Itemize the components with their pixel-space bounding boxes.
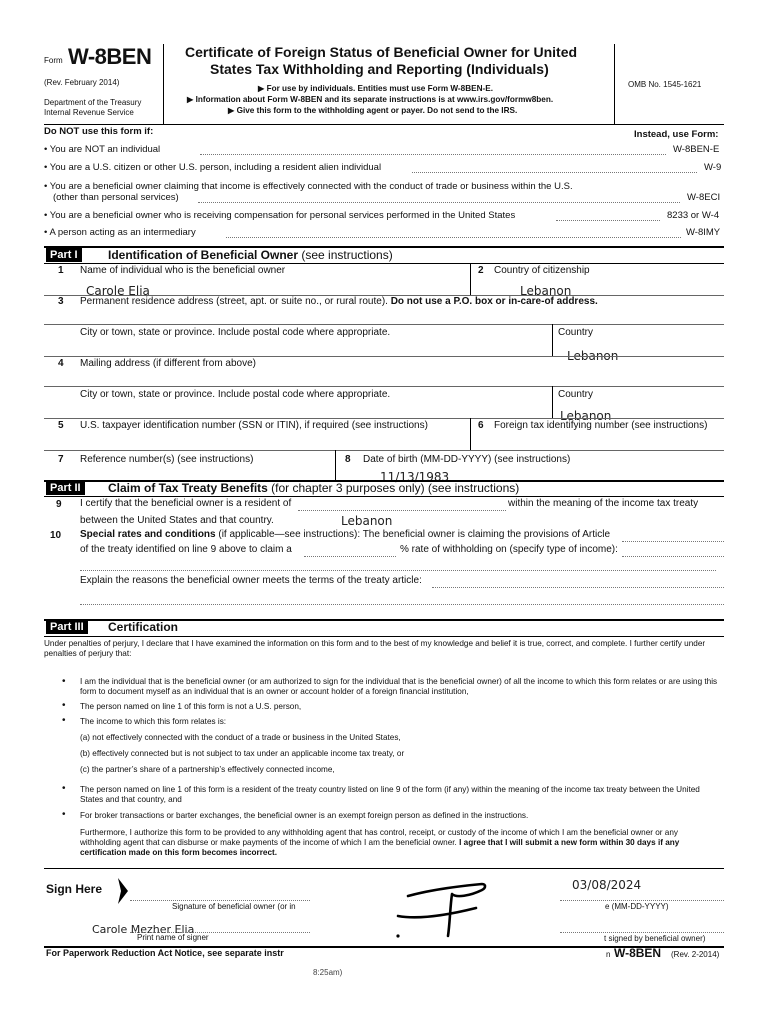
certification-item: The income to which this form relates is: (80, 717, 227, 726)
mailing-country-field[interactable]: Lebanon (560, 409, 612, 423)
line9-text-end: between the United States and that country. (80, 515, 274, 526)
signer-name-caption: Print name of signer (137, 933, 209, 942)
service-line: Internal Revenue Service (44, 108, 134, 117)
exclusion-row: • You are a U.S. citizen or other U.S. person, including a resident alien individual (44, 162, 382, 173)
bullet: • (62, 783, 66, 794)
line-number: 1 (58, 265, 64, 276)
part3-title: Certification (108, 620, 179, 634)
line-number: 10 (50, 530, 62, 541)
subtitle-entities: ▶ For use by individuals. Entities must use Form W-8BEN-E. (258, 84, 493, 93)
line-number: 8 (345, 454, 351, 465)
exclusion-row: • You are NOT an individual (44, 144, 161, 155)
line10-explain: Explain the reasons the beneficial owner meets the terms of the treaty article: (80, 575, 422, 586)
form-number: W-8BEN (68, 44, 152, 69)
city-label: City or town, state or province. Include postal code where appropriate. (80, 389, 391, 400)
exclusion-row-cont: (other than personal services) (53, 192, 179, 203)
line2-label: Country of citizenship (494, 265, 590, 276)
certification-subitem: (b) effectively connected but is not subject to tax under an applicable income tax treaty, or (80, 749, 405, 758)
sign-here-label: Sign Here (46, 882, 103, 896)
part2-tag: Part II (46, 481, 85, 495)
do-not-use-heading: Do NOT use this form if: (44, 126, 154, 137)
footer-form-number: W-8BEN (614, 946, 662, 960)
footer-revision: (Rev. 2-2014) (671, 950, 720, 959)
line8-label: Date of birth (MM-DD-YYYY) (see instructions) (363, 454, 571, 465)
line-number: 9 (56, 499, 62, 510)
city-label: City or town, state or province. Include postal code where appropriate. (80, 327, 391, 338)
bullet: • (62, 715, 66, 726)
residence-country-field[interactable]: Lebanon (567, 349, 619, 363)
signature-caption: Signature of beneficial owner (or in (172, 902, 296, 911)
line-number: 5 (58, 420, 64, 431)
certification-item: For broker transactions or barter exchanges, the beneficial owner is an exempt foreign person as defined in the instructions. (80, 811, 529, 820)
part2-title: Claim of Tax Treaty Benefits (for chapter 3 purposes only) (see instructions) (108, 481, 520, 495)
paperwork-notice: For Paperwork Reduction Act Notice, see separate instr (46, 948, 284, 958)
date-caption: e (MM-DD-YYYY) (605, 902, 669, 911)
bullet: • (62, 809, 66, 820)
instead-use-heading: Instead, use Form: (634, 129, 719, 140)
certification-subitem: (a) not effectively connected with the conduct of a trade or business in the United States, (80, 733, 401, 742)
form-label: Form (44, 56, 63, 65)
line10-text-end: % rate of withholding on (specify type of income): (400, 544, 618, 555)
footer-prefix: n (606, 950, 611, 959)
line10-text-cont: of the treaty identified on line 9 above to claim a (80, 544, 292, 555)
bullet: • (62, 700, 66, 711)
line6-label: Foreign tax identifying number (see instructions) (494, 420, 708, 431)
alt-form: W-8BEN-E (673, 144, 720, 155)
form-title-line2: States Tax Withholding and Reporting (Individuals) (210, 61, 549, 77)
exclusion-row: • You are a beneficial owner who is receiving compensation for personal services performed in the United States (44, 210, 516, 221)
line1-label: Name of individual who is the beneficial owner (80, 265, 286, 276)
line-number: 2 (478, 265, 484, 276)
part1-tag: Part I (46, 248, 82, 262)
certification-item: I am the individual that is the beneficial owner (or am authorized to sign for the individual that is the beneficial owner) of all the income to which this form relates or are using this form to document myself as an individual that is an owner or account holder of a foreign financial institution, (80, 677, 718, 696)
part3-tag: Part III (46, 620, 88, 634)
treaty-country-field[interactable]: Lebanon (341, 514, 393, 528)
line7-label: Reference number(s) (see instructions) (80, 454, 254, 465)
revision-date: (Rev. February 2014) (44, 78, 120, 87)
sign-arrow-icon (116, 876, 130, 906)
line-number: 7 (58, 454, 64, 465)
line-number: 3 (58, 296, 64, 307)
line-number: 4 (58, 358, 64, 369)
line4-label: Mailing address (if different from above) (80, 358, 257, 369)
time-stamp: 8:25am) (313, 968, 343, 977)
line3-label: Permanent residence address (street, apt. or suite no., or rural route). Do not use a P.O. box or in-care-of address. (80, 296, 598, 307)
line9-text-cont: within the meaning of the income tax treaty (508, 498, 699, 509)
certification-intro: Under penalties of perjury, I declare that I have examined the information on this form and to the best of my knowledge and belief it is true, correct, and complete. I further certify under penalties of perjury that: (44, 639, 706, 658)
form-title-line1: Certificate of Foreign Status of Beneficial Owner for United (185, 44, 578, 60)
department-line: Department of the Treasury (44, 98, 142, 107)
omb-number: OMB No. 1545-1621 (628, 80, 702, 89)
line5-label: U.S. taxpayer identification number (SSN or ITIN), if required (see instructions) (80, 420, 428, 431)
alt-form: W-9 (704, 162, 722, 173)
subtitle-info: ▶ Information about Form W-8BEN and its separate instructions is at www.irs.gov/formw8ben. (187, 95, 554, 104)
signer-name-field[interactable]: Carole Mezher Elia (92, 923, 195, 936)
line-number: 6 (478, 420, 484, 431)
line9-text: I certify that the beneficial owner is a resident of (80, 498, 292, 509)
date-of-birth-field[interactable]: 11/13/1983 (380, 470, 450, 484)
alt-form: W-8ECI (687, 192, 721, 203)
alt-form: W-8IMY (686, 227, 721, 238)
part1-title: Identification of Beneficial Owner (see instructions) (108, 248, 393, 262)
certification-further: Furthermore, I authorize this form to be provided to any withholding agent that has control, receipt, or custody of the income of which I am the beneficial owner or any withholding agent that can disburse or make payments of the income of which I am the beneficial owner. I agree that I will submit a new form within 30 days if any certification made on this form becomes incorrect. (80, 828, 680, 857)
exclusion-row: • A person acting as an intermediary (44, 227, 196, 238)
country-label: Country (558, 389, 594, 400)
capacity-caption: t signed by beneficial owner) (604, 934, 706, 943)
exclusion-row: • You are a beneficial owner claiming that income is effectively connected with the conduct of trade or business within the U.S. (44, 181, 573, 192)
citizenship-field[interactable]: Lebanon (520, 284, 572, 298)
line10-text: Special rates and conditions (if applicable—see instructions): The beneficial owner is claiming the provisions of Article (80, 529, 611, 540)
alt-form: 8233 or W-4 (667, 210, 720, 221)
signature-mark[interactable] (390, 874, 500, 946)
certification-subitem: (c) the partner’s share of a partnership’s effectively connected income, (80, 765, 335, 774)
country-label: Country (558, 327, 594, 338)
signature-date-field[interactable]: 03/08/2024 (572, 878, 642, 892)
certification-item: The person named on line 1 of this form is a resident of the treaty country listed on line 9 of the form (if any) within the meaning of the income tax treaty between the United States and that country, and (80, 785, 700, 804)
beneficial-owner-name-field[interactable]: Carole Elia (86, 284, 150, 298)
subtitle-give: ▶ Give this form to the withholding agent or payer. Do not send to the IRS. (228, 106, 518, 115)
bullet: • (62, 676, 66, 687)
certification-item: The person named on line 1 of this form is not a U.S. person, (80, 702, 302, 711)
